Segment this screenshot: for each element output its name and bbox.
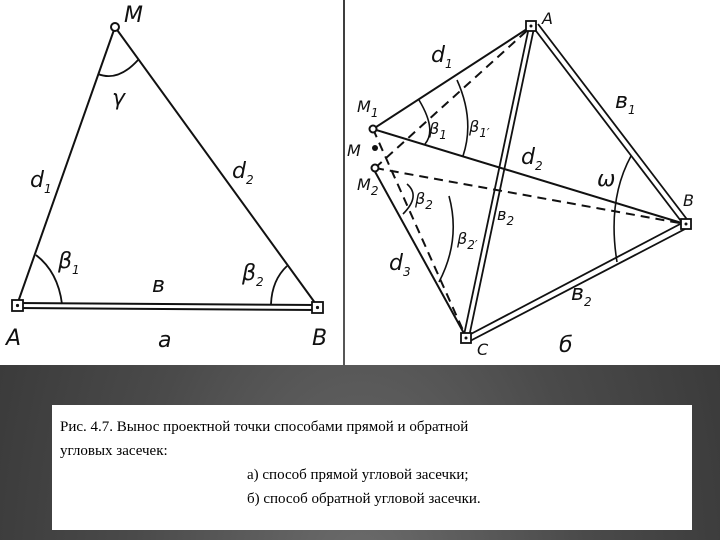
d1-label: $d_1$ <box>431 43 453 71</box>
point-m1-marker <box>370 126 377 133</box>
station-c-marker <box>461 333 471 343</box>
beta2-arc <box>271 266 287 304</box>
side-d2 <box>115 27 318 307</box>
caption-line-3: а) способ прямой угловой засечки; <box>247 467 469 483</box>
base-b-label: в <box>152 273 165 298</box>
point-c-label: C <box>477 340 489 359</box>
b1-label: $в_1$ <box>615 89 636 117</box>
point-a-label: A <box>542 9 553 28</box>
beta2-label: $\beta_2$ <box>415 189 433 212</box>
gamma-arc <box>98 60 138 76</box>
b2-label: $в_2$ <box>571 281 592 309</box>
caption-line-1: Рис. 4.7. Вынос проектной точки способами прямой и обратной <box>60 419 469 435</box>
figure-b-panel <box>345 0 720 365</box>
omega-label: ω <box>597 167 616 192</box>
beta1-label: $\beta_1$ <box>429 119 447 142</box>
station-a-marker <box>526 21 536 31</box>
d3-label: $d_3$ <box>389 251 411 279</box>
point-m-label: M <box>347 141 361 160</box>
station-a-marker <box>12 300 23 311</box>
panel-label: б <box>559 333 573 358</box>
d2-label: $d_2$ <box>521 145 543 173</box>
figure-a-panel <box>0 0 343 365</box>
base-a-label: a <box>158 328 172 353</box>
figure-b-diagram <box>345 0 720 365</box>
point-m-label: M <box>124 3 143 28</box>
dashed-m1-c <box>373 129 466 337</box>
d2-label: $d_2$ <box>232 159 254 187</box>
caption-line-2: угловых засечек: <box>60 443 168 459</box>
station-b-marker <box>312 302 323 313</box>
m1-label: $M_1$ <box>357 97 379 120</box>
edge-a-b <box>533 24 689 225</box>
beta1p-label: $\beta_{1'}$ <box>469 117 490 140</box>
gamma-label: γ <box>112 86 126 111</box>
point-m2-marker <box>372 165 379 172</box>
line-m1-a <box>373 27 530 129</box>
point-b-label: B <box>683 191 694 210</box>
point-m-marker <box>372 145 378 151</box>
m2-label: $M_2$ <box>357 175 379 198</box>
beta2p-label: $\beta_{2'}$ <box>457 229 478 252</box>
point-b-label: B <box>312 326 328 351</box>
beta2-label: $\beta_2$ <box>242 261 264 289</box>
edge-a-c <box>464 27 534 337</box>
base-line-bottom <box>17 308 318 310</box>
station-b-marker <box>681 219 691 229</box>
beta1-label: $\beta_1$ <box>58 249 80 277</box>
omega-arc <box>614 156 631 262</box>
d1-label: $d_1$ <box>30 168 52 196</box>
b2-center-label: $в_2$ <box>497 205 515 228</box>
dashed-m2-a <box>375 27 531 168</box>
figure-a-diagram <box>0 0 343 365</box>
caption-line-4: б) способ обратной угловой засечки. <box>247 491 481 507</box>
beta2p-arc <box>439 196 453 282</box>
figure-caption <box>52 405 692 530</box>
point-m-marker <box>111 23 119 31</box>
point-a-label: A <box>6 326 22 351</box>
